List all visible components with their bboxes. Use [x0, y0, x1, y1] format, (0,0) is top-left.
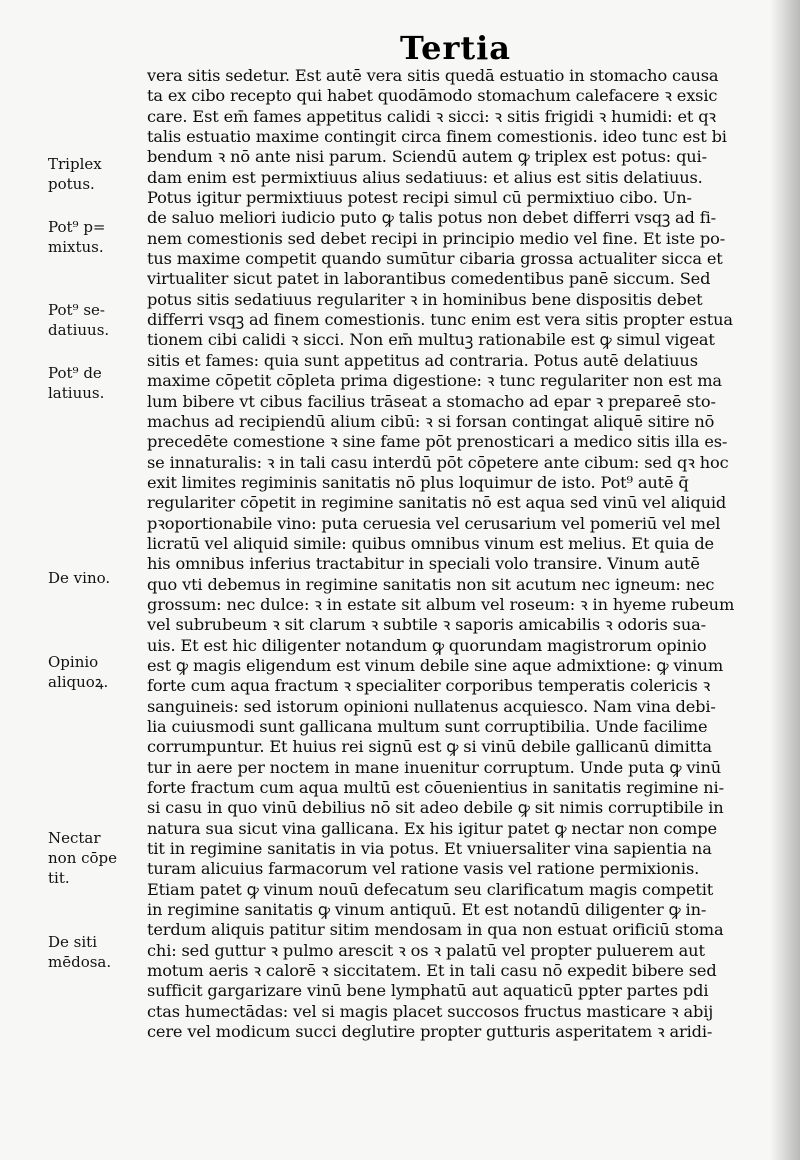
text-line: tionem cibi calidi ꝛ sicci. Non em̄ multuꝫ rationabile est ꝙ simul vigeat — [147, 330, 715, 350]
text-line: machus ad recipiendū alium cibū: ꝛ si forsan contingat aliquē sitire nō — [147, 411, 715, 431]
text-line: forte cum aqua fractum ꝛ specialiter corporibus temperatis colericis ꝛ — [147, 676, 711, 696]
margin-note-line: Pot⁹ se- — [48, 301, 105, 319]
text-line: vera sitis sedetur. Est autē vera sitis quedā estuatio in stomacho causa — [147, 66, 719, 85]
margin-note-line: potus. — [48, 175, 95, 193]
text-line: care. Est em̄ fames appetitus calidi ꝛ sicci: ꝛ sitis frigidi ꝛ humidi: et qꝛ — [147, 106, 716, 126]
text-line: talis estuatio maxime contingit circa finem comestionis. ideo tunc est bi — [147, 127, 727, 147]
text-line: motum aeris ꝛ calorē ꝛ siccitatem. Et in tali casu nō expedit bibere sed — [147, 961, 717, 981]
running-header: Tertia — [400, 29, 512, 67]
text-line: quo vti debemus in regimine sanitatis non sit acutum nec igneum: nec — [147, 574, 715, 594]
text-line: de saluo meliori iudicio puto ꝙ talis potus non debet differri vsqꝫ ad fi- — [147, 208, 716, 228]
text-line: uis. Et est hic diligenter notandum ꝙ quorundam magistrorum opinio — [147, 635, 707, 655]
text-line: tit in regimine sanitatis in via potus. Et vniuersaliter vina sapientia na — [147, 839, 712, 859]
text-line: ta ex cibo recepto qui habet quodāmodo stomachum calefacere ꝛ exsic — [147, 86, 718, 106]
margin-note-line: mixtus. — [48, 238, 104, 256]
text-line: precedēte comestione ꝛ sine fame pōt prenosticari a medico sitis illa es- — [147, 432, 728, 452]
margin-note-line: non cōpe — [48, 849, 118, 867]
text-line: potus sitis sedatiuus regulariter ꝛ in hominibus bene dispositis debet — [147, 289, 703, 309]
text-line: turam alicuius farmacorum vel ratione vasis vel ratione permixionis. — [147, 859, 700, 879]
margin-note-line: tit. — [48, 869, 70, 887]
margin-note-opinio — [48, 652, 144, 692]
text-line: exit limites regiminis sanitatis nō plus loquimur de isto. Pot⁹ autē q̄ — [147, 472, 689, 492]
text-line: vel subrubeum ꝛ sit clarum ꝛ subtile ꝛ saporis amicabilis ꝛ odoris sua- — [147, 615, 706, 635]
text-line: cere vel modicum succi deglutire propter gutturis asperitatem ꝛ aridi- — [147, 1022, 713, 1042]
text-line: tus maxime competit quando sumūtur cibaria grossa actualiter sicca et — [147, 249, 723, 269]
margin-note-line: aliquoꝝ. — [48, 673, 109, 691]
margin-note-delatiuus — [48, 363, 144, 403]
text-line: se innaturalis: ꝛ in tali casu interdū pōt cōpetere ante cibum: sed qꝛ hoc — [147, 452, 729, 472]
text-line: sufficit gargarizare vinū bene lymphatū aut aquaticū ppter partes pdi — [147, 981, 709, 1001]
text-line: differri vsqꝫ ad finem comestionis. tunc enim est vera sitis propter estua — [147, 310, 733, 330]
text-line: tur in aere per noctem in mane inuenitur corruptum. Unde puta ꝙ vinū — [147, 757, 721, 777]
text-line: bendum ꝛ nō ante nisi parum. Sciendū autem ꝙ triplex est potus: qui- — [147, 147, 707, 167]
text-line: terdum aliquis patitur sitim mendosam in qua non estuat orificiū stoma — [147, 920, 724, 940]
text-line: lum bibere vt cibus facilius trāseat a stomacho ad epar ꝛ prepareē sto- — [147, 391, 716, 411]
text-line: Etiam patet ꝙ vinum nouū defecatum seu clarificatum magis competit — [147, 879, 714, 899]
text-line: sitis et fames: quia sunt appetitus ad contraria. Potus autē delatiuus — [147, 350, 698, 370]
text-line: maxime cōpetit cōpleta prima digestione: ꝛ tunc regulariter non est ma — [147, 371, 722, 391]
text-line: grossum: nec dulce: ꝛ in estate sit album vel roseum: ꝛ in hyeme rubeum — [147, 594, 735, 614]
margin-note-triplex — [48, 154, 144, 194]
margin-note-permixtus — [48, 217, 144, 257]
text-line: virtualiter sicut patet in laborantibus comedentibus panē siccum. Sed — [147, 269, 711, 289]
text-line: licratū vel aliquid simile: quibus omnibus vinum est melius. Et quia de — [147, 533, 714, 553]
text-line: ctas humectādas: vel si magis placet succosos fructus masticare ꝛ abij — [147, 1001, 714, 1021]
margin-note-sedatiuus — [48, 300, 144, 340]
text-line: est ꝙ magis eligendum est vinum debile sine aque admixtione: ꝙ vinum — [147, 655, 724, 675]
margin-note-nectar — [48, 828, 144, 888]
text-line: si casu in quo vinū debilius nō sit adeo debile ꝙ sit nimis corruptibile in — [147, 798, 724, 818]
text-line: natura sua sicut vina gallicana. Ex his igitur patet ꝙ nectar non compe — [147, 818, 717, 838]
margin-note-line: De vino. — [48, 569, 111, 587]
text-line: in regimine sanitatis ꝙ vinum antiquū. Et est notandū diligenter ꝙ in- — [147, 900, 707, 920]
text-line: regulariter cōpetit in regimine sanitatis nō est aqua sed vinū vel aliquid — [147, 493, 727, 513]
text-line: chi: sed guttur ꝛ pulmo arescit ꝛ os ꝛ palatū vel propter puluerem aut — [147, 940, 705, 960]
margin-note-line: mēdosa. — [48, 953, 112, 971]
body-text — [147, 66, 795, 1043]
text-line: sanguineis: sed istorum opinioni nullatenus acquiesco. Nam vina debi- — [147, 696, 716, 716]
text-line: pꝛoportionabile vino: puta ceruesia vel cerusarium vel pomeriū vel mel — [147, 513, 721, 533]
text-line: Potus igitur permixtiuus potest recipi simul cū permixtiuo cibo. Un- — [147, 188, 692, 208]
margin-note-line: Nectar — [48, 829, 101, 847]
bleed-through-text — [150, 28, 410, 68]
text-line: nem comestionis sed debet recipi in principio medio vel fine. Et iste po- — [147, 228, 726, 248]
margin-note-line: Opinio — [48, 653, 99, 671]
margin-note-de-siti — [48, 932, 144, 972]
margin-note-line: De siti — [48, 933, 97, 951]
text-line: forte fractum cum aqua multū est cōuenientius in sanitatis regimine ni- — [147, 778, 724, 798]
text-line: his omnibus inferius tractabitur in speciali volo transire. Vinum autē — [147, 554, 700, 574]
margin-note-line: datiuus. — [48, 321, 110, 339]
margin-note-line: Pot⁹ de — [48, 364, 102, 382]
text-line: lia cuiusmodi sunt gallicana multum sunt corruptibilia. Unde facilime — [147, 717, 708, 736]
margin-note-line: Pot⁹ p= — [48, 218, 106, 236]
margin-note-line: Triplex — [48, 155, 102, 173]
text-line: dam enim est permixtiuus alius sedatiuus: et alius est sitis delatiuus. — [147, 167, 703, 187]
margin-note-line: latiuus. — [48, 384, 105, 402]
margin-note-de-vino — [48, 568, 144, 588]
text-line: corrumpuntur. Et huius rei signū est ꝙ si vinū debile gallicanū dimitta — [147, 737, 712, 757]
